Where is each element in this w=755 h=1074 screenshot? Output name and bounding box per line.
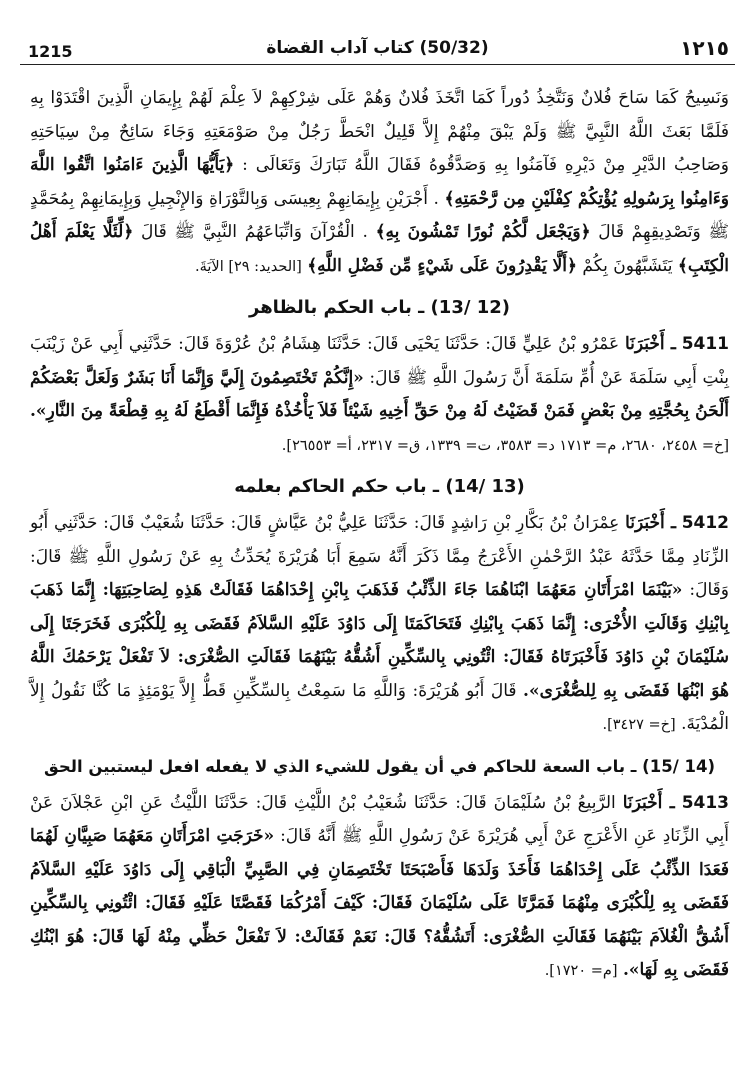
chapter-heading-13: (13 /14) ـ باب حكم الحاكم بعلمه	[234, 476, 525, 497]
hadith-chain: عَمْرُو بْنُ عَلِيٍّ قَالَ: حَدَّثَنَا يَحْيَى قَالَ: حَدَّثَنَا هِشَامُ بْنُ عُرْوَةَ قَالَ: حَدَّثَنِي أَبِي عَنْ زَيْنَبَ بِنْتِ أَبِي سَلَمَةَ عَنْ أُمِّ سَلَمَةَ أَنَّ رَسُولَ اللَّهِ ﷺ قَالَ:	[30, 334, 729, 388]
hadith-tail: قَالَ أَبُو هُرَيْرَةَ: وَاللَّهِ مَا سَمِعْتُ بِالسِّكِّينِ قَطُّ إِلاَّ يَوْمَئِذٍ مَا كُنَّا نَقُولُ إِلاَّ الْمُدْيَةَ.	[30, 680, 729, 734]
intro-text-2: . أَجْرَيْنِ بِإِيمَانِهِمْ بِعِيسَى وَبِالتَّوْرَاةِ وَالإِنْجِيلِ وَبِإِيمَانِهِمْ بِمُحَمَّدٍ ﷺ وَتَصْدِيقِهِمْ قَالَ	[30, 188, 729, 242]
hadith-text: «بَيْنَمَا امْرَأَتَانِ مَعَهُمَا ابْنَاهُمَا جَاءَ الذِّئْبُ فَذَهَبَ بِابْنِ إِحْدَاهُمَا فَقَالَتْ هَذِهِ لِصَاحِبَتِهَا: إِنَّمَا ذَهَبَ بِابْنِكِ وَقَالَتِ الأُخْرَى: إِنَّمَا ذَهَبَ بِابْنِكِ فَتَحَاكَمَتَا إِلَى دَاوُدَ عَلَيْهِ السَّلاَمُ فَقَضَى بِهِ لِلْكُبْرَى فَخَرَجَتَا إِلَى سُلَيْمَانَ بْنِ دَاوُدَ فَأَخْبَرَتَاهُ فَقَالَ: ائْتُونِي بِالسِّكِّينِ أَشُقُّهُ بَيْنَهُمَا فَقَالَتِ الصُّغْرَى: لاَ تَفْعَلْ يَرْحَمُكَ اللَّهُ هُوَ ابْنُهَا فَقَضَى بِهِ لِلصُّغْرَى».	[30, 580, 730, 701]
intro-text-1: وَنَسِيحُ كَمَا سَاحَ فُلانٌ وَنَتَّخِذُ دُوراً كَمَا اتَّخَذَ فُلانٌ وَهُمْ عَلَى شِرْكِهِمْ لاَ عِلْمَ لَهُمْ بِإِيمَانِ الَّذِينَ اقْتَدَوْا بِهِ فَلَمَّا بَعَثَ اللَّهُ النَّبِيَّ ﷺ وَلَمْ يَبْقَ مِنْهُمْ إِلاَّ قَلِيلٌ انْحَطَّ رَجُلٌ مِنْ صَوْمَعَتِهِ وَجَاءَ سَائِحٌ مِنْ سِيَاحَتِهِ وَصَاحِبُ الدَّيْرِ مِنْ دَيْرِهِ فَآمَنُوا بِهِ وَصَدَّقُوهُ فَقَالَ اللَّهُ تَبَارَكَ وَتَعَالَى :	[30, 88, 729, 175]
intro-text-4: يَتَشَبَّهُونَ بِكُمْ	[582, 255, 673, 276]
hadith-chain: الرَّبِيعُ بْنُ سُلَيْمَانَ قَالَ: حَدَّثَنَا شُعَيْبُ بْنُ اللَّيْثِ قَالَ: حَدَّثَنَا اللَّيْثُ عَنِ ابْنِ عَجْلاَنَ عَنْ أَبِي الزِّنَادِ عَنِ الأَعْرَجِ عَنْ أَبِي هُرَيْرَةَ عَنْ رَسُولِ اللَّهِ ﷺ أَنَّهُ قَالَ:	[30, 792, 729, 846]
hadith-lead: ـ أَخْبَرَنَا	[625, 513, 676, 533]
quran-reference: [الحديد: ٢٩] الآيَةَ.	[195, 258, 302, 275]
hadith-reference: [خ= ٢٤٥٨، ٢٦٨٠، م= ١٧١٣ د= ٣٥٨٣، ت= ١٣٣٩، ق= ٢٣١٧، أ= ٢٦٥٥٣].	[281, 437, 729, 454]
running-title: (50/32) كتاب آداب القضاة	[266, 38, 489, 58]
intro-paragraph	[30, 82, 729, 284]
hadith-number: 5411	[681, 334, 730, 354]
hadith-number: 5413	[681, 792, 730, 813]
quran-quote-2: ﴿وَيَجْعَل لَّكُمْ نُورًا تَمْشُونَ بِهِ﴾	[375, 222, 591, 242]
hadith-text: «إِنَّكُمْ تَخْتَصِمُونَ إِلَيَّ وَإِنَّمَا أَنَا بَشَرٌ وَلَعَلَّ بَعْضَكُمْ أَلْحَنُ بِحُجَّتِهِ مِنْ بَعْضٍ فَمَنْ قَضَيْتُ لَهُ مِنْ حَقِّ أَخِيهِ شَيْئاً فَلاَ يَأْخُذْهُ فَإِنَّمَا أَقْطَعُ لَهُ بِهِ قِطْعَةً مِنَ النَّارِ».	[30, 367, 729, 421]
chapter-heading-14: (14 /15) ـ باب السعة للحاكم في أن يقول للشيء الذي لا يفعله افعل ليستبين الحق	[44, 756, 715, 776]
hadith-lead: ـ أَخْبَرَنَا	[622, 792, 675, 813]
quran-quote-1: ﴿يَأَيُّهَا الَّذِينَ ءَامَنُوا اتَّقُوا اللَّهَ وَءَامِنُوا بِرَسُولِهِ يُؤْتِكُمْ كِفْلَيْنِ مِن رَّحْمَتِهِ﴾	[30, 155, 730, 209]
hadith-number: 5412	[681, 513, 730, 533]
page-header	[20, 34, 735, 65]
hadith-5411	[30, 328, 729, 463]
hadith-reference: [م= ١٧٢٠].	[544, 963, 618, 979]
page-body	[30, 82, 729, 989]
hadith-text: «خَرَجَتِ امْرَأَتَانِ مَعَهُمَا صَبِيَّانِ لَهُمَا فَعَدَا الذِّئْبُ عَلَى إِحْدَاهُمَا فَأَخَذَ وَلَدَهَا فَأَصْبَحَتَا تَخْتَصِمَانِ فِي الصَّبِيِّ الْبَاقِي إِلَى دَاوُدَ عَلَيْهِ السَّلاَمُ فَقَضَى بِهِ لِلْكُبْرَى مِنْهُمَا فَمَرَّتَا عَلَى سُلَيْمَانَ فَقَالَ: كَيْفَ أَمْرُكُمَا فَقَصَّتَا عَلَيْهِ فَقَالَ: ائْتُونِي بِالسِّكِّينِ أَشُقُّ الْغُلاَمَ بَيْنَهُمَا فَقَالَتِ الصُّغْرَى: أَتَشُقُّهُ؟ قَالَ: نَعَمْ فَقَالَتْ: لاَ تَفْعَلْ حَظِّي مِنْهُ لَهَا قَالَ: هُوَ ابْنُكِ فَقَضَى بِهِ لَهَا».	[30, 826, 729, 980]
hadith-chain: عِمْرَانُ بْنُ بَكَّارِ بْنِ رَاشِدٍ قَالَ: حَدَّثَنَا عَلِيُّ بْنُ عَيَّاشٍ قَالَ: حَدَّثَنَا شُعَيْبٌ قَالَ: حَدَّثَنِي أَبُو الزِّنَادِ مِمَّا حَدَّثَهُ عَبْدُ الرَّحْمٰنِ الأَعْرَجُ مِمَّا ذَكَرَ أَنَّهُ سَمِعَ أَبَا هُرَيْرَةَ يُحَدِّثُ بِهِ عَنْ رَسُولِ اللَّهِ ﷺ قَالَ: وَقَالَ:	[30, 513, 730, 600]
hadith-lead: ـ أَخْبَرَنَا	[624, 334, 676, 354]
quran-quote-3: ﴿لِّئَلَّا يَعْلَمَ أَهْلُ الْكِتَبِ﴾	[30, 222, 729, 276]
quran-quote-4: ﴿أَلَّا يَقْدِرُونَ عَلَى شَيْءٍ مِّن فَضْلِ اللَّهِ﴾	[307, 255, 577, 276]
hadith-reference: [خ= ٣٤٢٧].	[602, 717, 676, 733]
intro-text-3: . الْقُرْآنَ وَاتِّبَاعَهُمُ النَّبِيَّ ﷺ قَالَ	[141, 222, 368, 242]
chapter-heading-12: (12 /13) ـ باب الحكم بالظاهر	[249, 297, 510, 318]
hadith-5413	[30, 787, 729, 989]
hadith-5412	[30, 507, 729, 743]
page-number-latin: 1215	[28, 42, 73, 61]
page-number-arabic: ١٢١٥	[680, 36, 729, 60]
